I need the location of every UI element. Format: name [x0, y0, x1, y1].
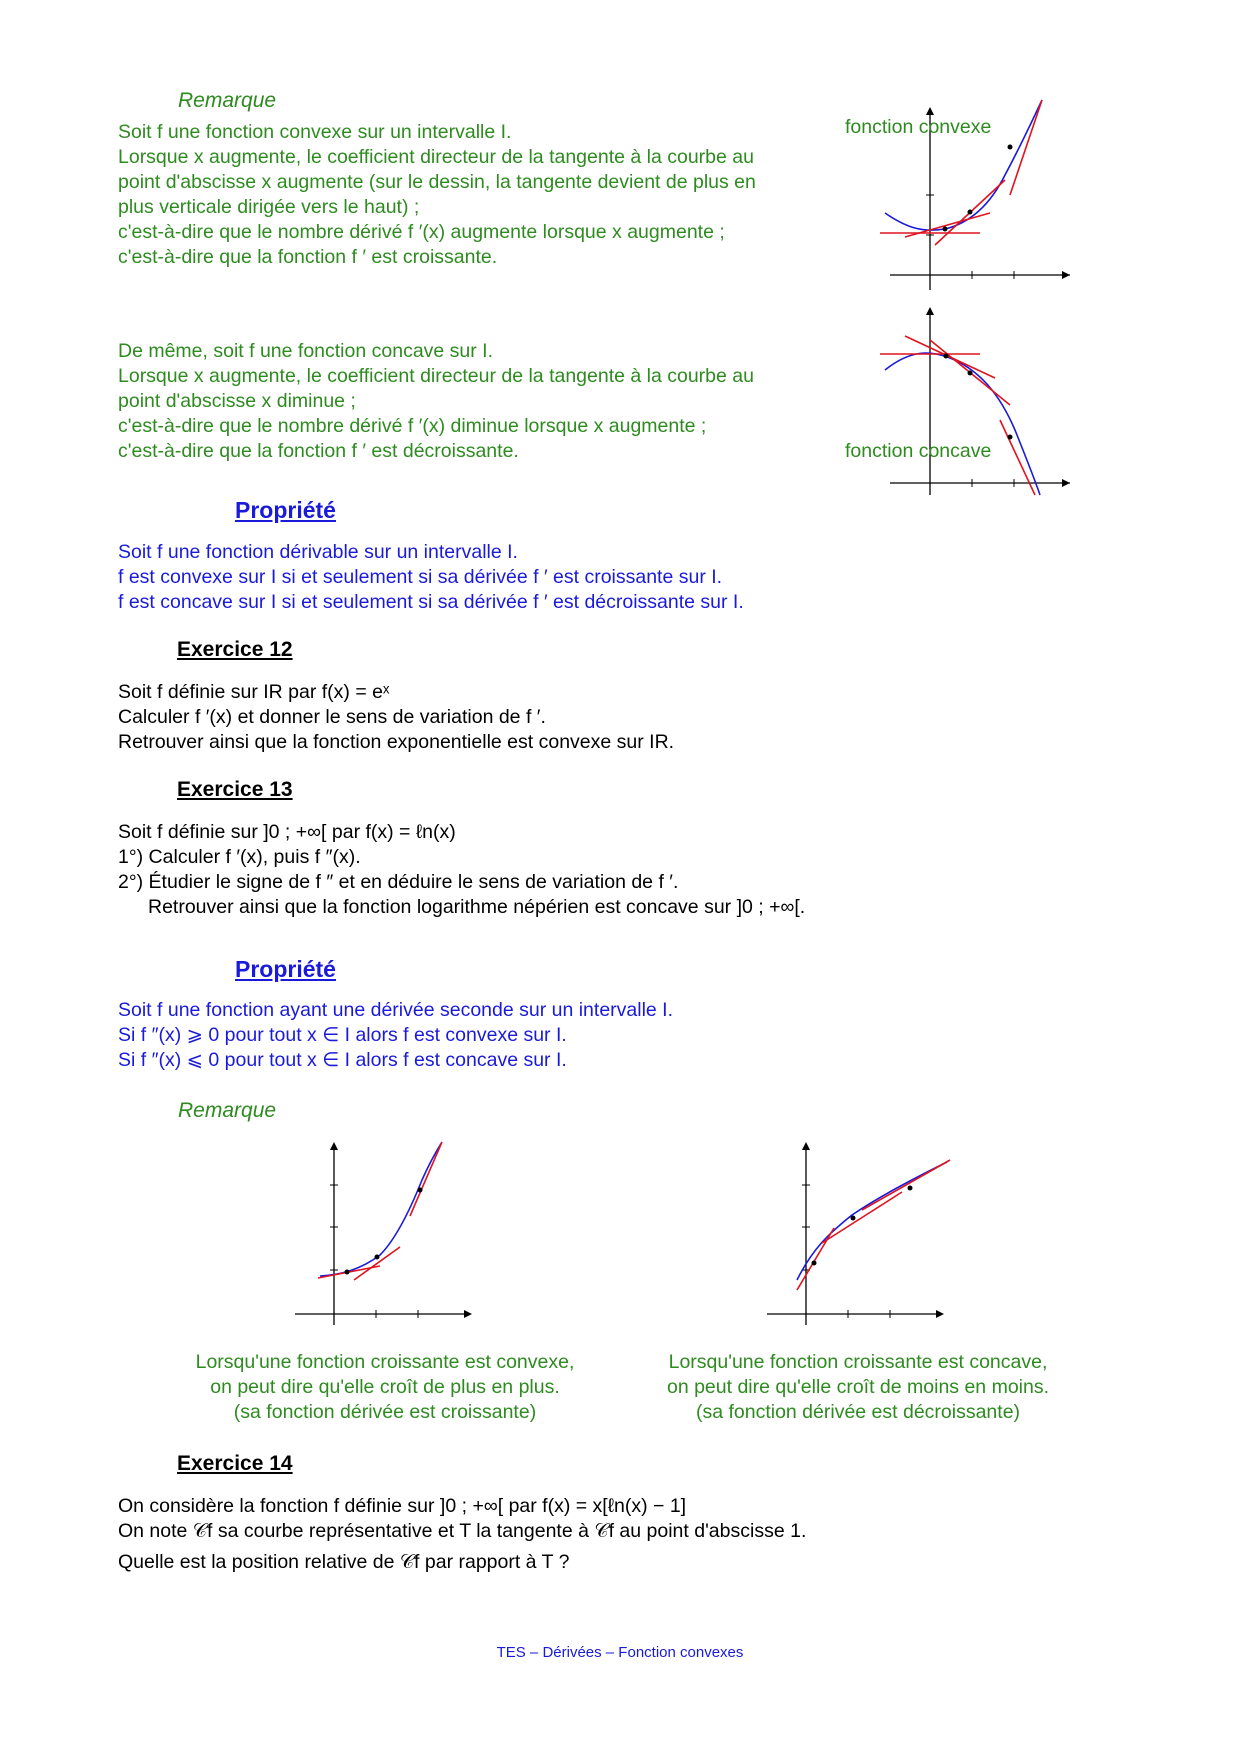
- text-line: point d'abscisse x diminue ;: [118, 390, 356, 412]
- text-line: c'est-à-dire que le nombre dérivé f ′(x) diminue lorsque x augmente ;: [118, 415, 707, 437]
- caption-line: (sa fonction dérivée est décroissante): [695, 1401, 1021, 1423]
- graph-label-concave: fonction concave: [845, 440, 992, 462]
- property-text: [118, 540, 744, 615]
- text-line: Si f ″(x) ⩾ 0 pour tout x ∈ I alors f est convexe sur I.: [118, 1024, 567, 1046]
- text-line: Soit f définie sur ]0 ; +∞[ par f(x) = ℓn(x): [118, 821, 456, 843]
- property-text: [118, 998, 673, 1073]
- graph-label-convex: fonction convexe: [845, 116, 992, 138]
- increasing-concave-graph: [752, 1130, 962, 1330]
- text-line: Soit f une fonction convexe sur un intervalle I.: [118, 121, 512, 143]
- increasing-convex-graph: [280, 1130, 480, 1330]
- remark-title: Remarque: [178, 1099, 277, 1122]
- text-line: f est concave sur I si et seulement si sa dérivée f ′ est décroissante sur I.: [118, 591, 744, 613]
- text-line: Soit f une fonction ayant une dérivée seconde sur un intervalle I.: [118, 999, 674, 1021]
- caption-left: [165, 1350, 605, 1425]
- text-line: On note 𝒞f sa courbe représentative et T la tangente à 𝒞f au point d'abscisse 1.: [118, 1520, 807, 1542]
- text-line: Soit f définie sur IR par f(x) = eˣ: [118, 681, 390, 703]
- exercise-text: [118, 820, 805, 920]
- caption-line: Lorsqu'une fonction croissante est concave,: [668, 1351, 1048, 1373]
- text-line: On considère la fonction f définie sur ]0 ; +∞[ par f(x) = x[ℓn(x) − 1]: [118, 1495, 687, 1517]
- text-line: Lorsque x augmente, le coefficient directeur de la tangente à la courbe au: [118, 365, 754, 387]
- text-line: Calculer f ′(x) et donner le sens de variation de f ′.: [118, 706, 546, 728]
- property-title: Propriété: [235, 497, 336, 523]
- caption-line: on peut dire qu'elle croît de moins en moins.: [666, 1376, 1050, 1398]
- remark-concave-text: [118, 339, 828, 464]
- page-footer: TES – Dérivées – Fonction convexes: [496, 1644, 744, 1661]
- caption-line: on peut dire qu'elle croît de plus en plus.: [210, 1376, 560, 1398]
- text-line: De même, soit f une fonction concave sur I.: [118, 340, 494, 362]
- text-line: c'est-à-dire que la fonction f ′ est croissante.: [118, 246, 498, 268]
- text-line: plus verticale dirigée vers le haut) ;: [118, 196, 420, 218]
- exercise-text: [118, 680, 674, 755]
- text-line: Quelle est la position relative de 𝒞f par rapport à T ?: [118, 1551, 570, 1573]
- text-line: c'est-à-dire que la fonction f ′ est décroissante.: [118, 440, 519, 462]
- exercise-title: Exercice 13: [177, 778, 293, 801]
- caption-right: [638, 1350, 1078, 1425]
- text-line: f est convexe sur I si et seulement si sa dérivée f ′ est croissante sur I.: [118, 566, 723, 588]
- text-line: Soit f une fonction dérivable sur un intervalle I.: [118, 541, 518, 563]
- concave-graph: [850, 300, 1080, 500]
- caption-line: (sa fonction dérivée est croissante): [233, 1401, 537, 1423]
- text-line: Retrouver ainsi que la fonction exponentielle est convexe sur IR.: [118, 731, 675, 753]
- text-line: 2°) Étudier le signe de f ″ et en déduire le sens de variation de f ′.: [118, 871, 679, 893]
- remark-title: Remarque: [178, 89, 277, 112]
- caption-line: Lorsqu'une fonction croissante est convexe,: [195, 1351, 575, 1373]
- text-line: Lorsque x augmente, le coefficient directeur de la tangente à la courbe au: [118, 146, 754, 168]
- text-line: c'est-à-dire que le nombre dérivé f ′(x) augmente lorsque x augmente ;: [118, 221, 725, 243]
- exercise-text: [118, 1494, 806, 1575]
- exercise-title: Exercice 12: [177, 638, 293, 661]
- property-title: Propriété: [235, 956, 336, 982]
- text-line: Si f ″(x) ⩽ 0 pour tout x ∈ I alors f est concave sur I.: [118, 1049, 567, 1071]
- text-line: 1°) Calculer f ′(x), puis f ″(x).: [118, 846, 361, 868]
- remark-convex-text: [118, 120, 828, 270]
- text-line: point d'abscisse x augmente (sur le dessin, la tangente devient de plus en: [118, 171, 756, 193]
- exercise-title: Exercice 14: [177, 1452, 293, 1475]
- text-line: Retrouver ainsi que la fonction logarithme népérien est concave sur ]0 ; +∞[.: [148, 896, 806, 918]
